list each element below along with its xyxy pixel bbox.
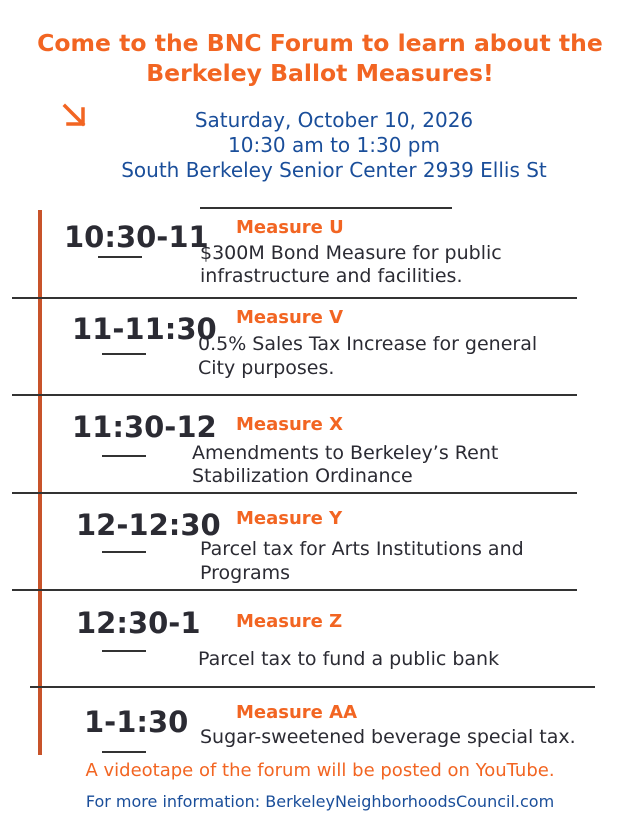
measure-desc-line2: infrastructure and facilities. [200, 265, 463, 287]
time-slot: 1-1:30 [84, 705, 189, 739]
measure-name: Measure Z [236, 611, 343, 632]
measure-desc-line1: Amendments to Berkeley’s Rent [192, 442, 499, 464]
event-date: Saturday, October 10, 2026 [194, 108, 474, 132]
time-slot: 10:30-11 [64, 220, 209, 254]
timeline-bar [38, 210, 42, 755]
more-info-link[interactable]: For more information: BerkeleyNeighborhoodsCouncil.com [85, 792, 555, 811]
time-underline [102, 353, 146, 355]
event-location: South Berkeley Senior Center 2939 Ellis St [121, 158, 547, 182]
time-underline [102, 455, 146, 457]
time-slot: 11-11:30 [72, 312, 217, 346]
time-underline [102, 551, 146, 553]
time-underline [102, 751, 146, 753]
video-note: A videotape of the forum will be posted on YouTube. [85, 760, 555, 781]
row-divider [12, 589, 577, 591]
row-divider [12, 394, 577, 396]
time-underline [102, 650, 146, 652]
measure-name: Measure V [236, 307, 344, 328]
title-line-2: Berkeley Ballot Measures! [146, 59, 494, 87]
flyer-title [0, 28, 640, 88]
measure-name: Measure AA [236, 702, 358, 723]
measure-name: Measure Y [236, 508, 343, 529]
title-line-1: Come to the BNC Forum to learn about the [37, 29, 603, 57]
measure-desc-line1: $300M Bond Measure for public [200, 242, 502, 264]
measure-desc-line2: Programs [200, 562, 291, 584]
measure-desc-line1: Sugar-sweetened beverage special tax. [200, 726, 576, 748]
event-details [0, 108, 640, 158]
measure-desc-line1: Parcel tax to fund a public bank [198, 648, 500, 670]
measure-desc-line2: City purposes. [198, 357, 335, 379]
row-divider [12, 492, 577, 494]
measure-name: Measure U [236, 217, 344, 238]
time-slot: 11:30-12 [72, 410, 217, 444]
time-slot: 12-12:30 [76, 508, 221, 542]
measure-name: Measure X [236, 414, 344, 435]
event-time: 10:30 am to 1:30 pm [228, 133, 440, 157]
measure-desc-line1: Parcel tax for Arts Institutions and [200, 538, 524, 560]
measure-desc-line2: Stabilization Ordinance [192, 465, 413, 487]
time-slot: 12:30-1 [76, 606, 201, 640]
time-underline [98, 256, 142, 258]
measure-desc-line1: 0.5% Sales Tax Increase for general [198, 333, 538, 355]
row-divider [30, 686, 595, 688]
divider [200, 207, 452, 209]
row-divider [12, 297, 577, 299]
